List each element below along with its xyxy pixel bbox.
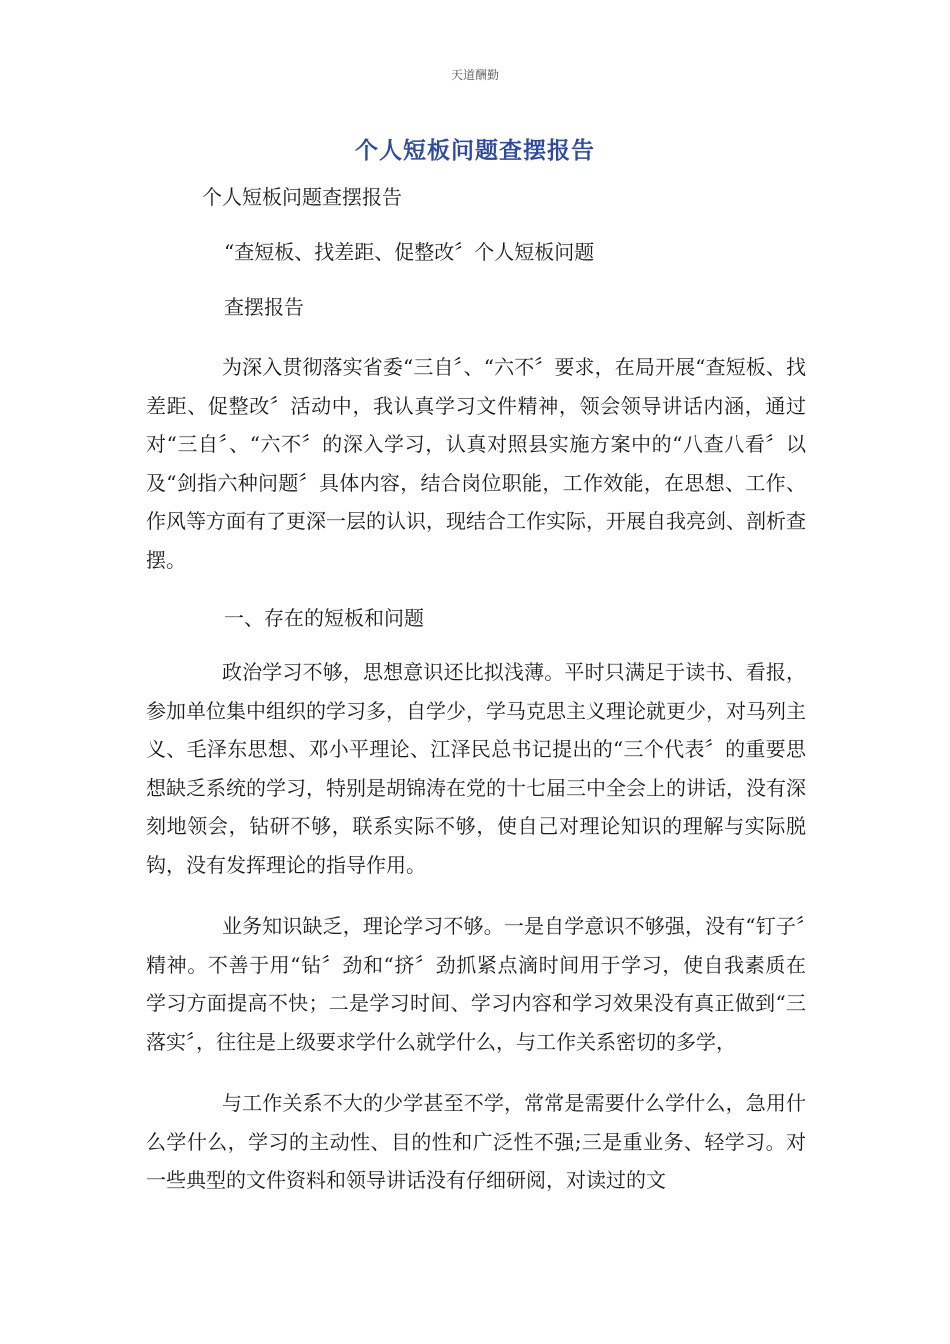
body-paragraph-political-study: 政治学习不够，思想意识还比拟浅薄。平时只满足于读书、看报，参加单位集中组织的学习多，自学少，学马克思主义理论就更少，对马列主义、毛泽东思想、邓小平理论、江泽民总书记提出的“三个代表〞的重要思想缺乏系统的学习，特别是胡锦涛在党的十七届三中全会上的讲话，没有深刻地领会，钻研不够，联系实际不够，使自己对理论知识的理解与实际脱钩，没有发挥理论的指导作用。	[146, 660, 806, 877]
body-paragraph-learning-attitude: 与工作关系不大的少学甚至不学，常常是需要什么学什么，急用什么学什么，学习的主动性、目的性和广泛性不强;三是重业务、轻学习。对一些典型的文件资料和领导讲话没有仔细研阅，对读过的文	[146, 1091, 806, 1192]
subtitle-line-2: “查短板、找差距、促整改〞个人短板问题	[224, 240, 595, 264]
subtitle-line-3: 查摆报告	[224, 295, 304, 319]
document-body	[146, 178, 806, 1200]
section-heading: 一、存在的短板和问题	[224, 606, 424, 630]
header-note: 天道酬勤	[450, 68, 499, 82]
subtitle-line-1: 个人短板问题查摆报告	[202, 185, 402, 209]
document-title: 个人短板问题查摆报告	[355, 138, 595, 164]
body-paragraph-business-knowledge: 业务知识缺乏，理论学习不够。一是自学意识不够强，没有“钉子〞精神。不善于用“钻〞劲和“挤〞劲抓紧点滴时间用于学习，使自我素质在学习方面提高不快；二是学习时间、学习内容和学习效果没有真正做到“三落实〞，往往是上级要求学什么就学什么，与工作关系密切的多学，	[146, 914, 806, 1054]
intro-paragraph: 为深入贯彻落实省委“三自〞、“六不〞要求，在局开展“查短板、找差距、促整改〞活动中，我认真学习文件精神，领会领导讲话内涵，通过对“三自〞、“六不〞的深入学习，认真对照县实施方案中的“八查八看〞以及“剑指六种问题〞具体内容，结合岗位职能，工作效能，在思想、工作、作风等方面有了更深一层的认识，现结合工作实际，开展自我亮剑、剖析查摆。	[146, 355, 806, 572]
